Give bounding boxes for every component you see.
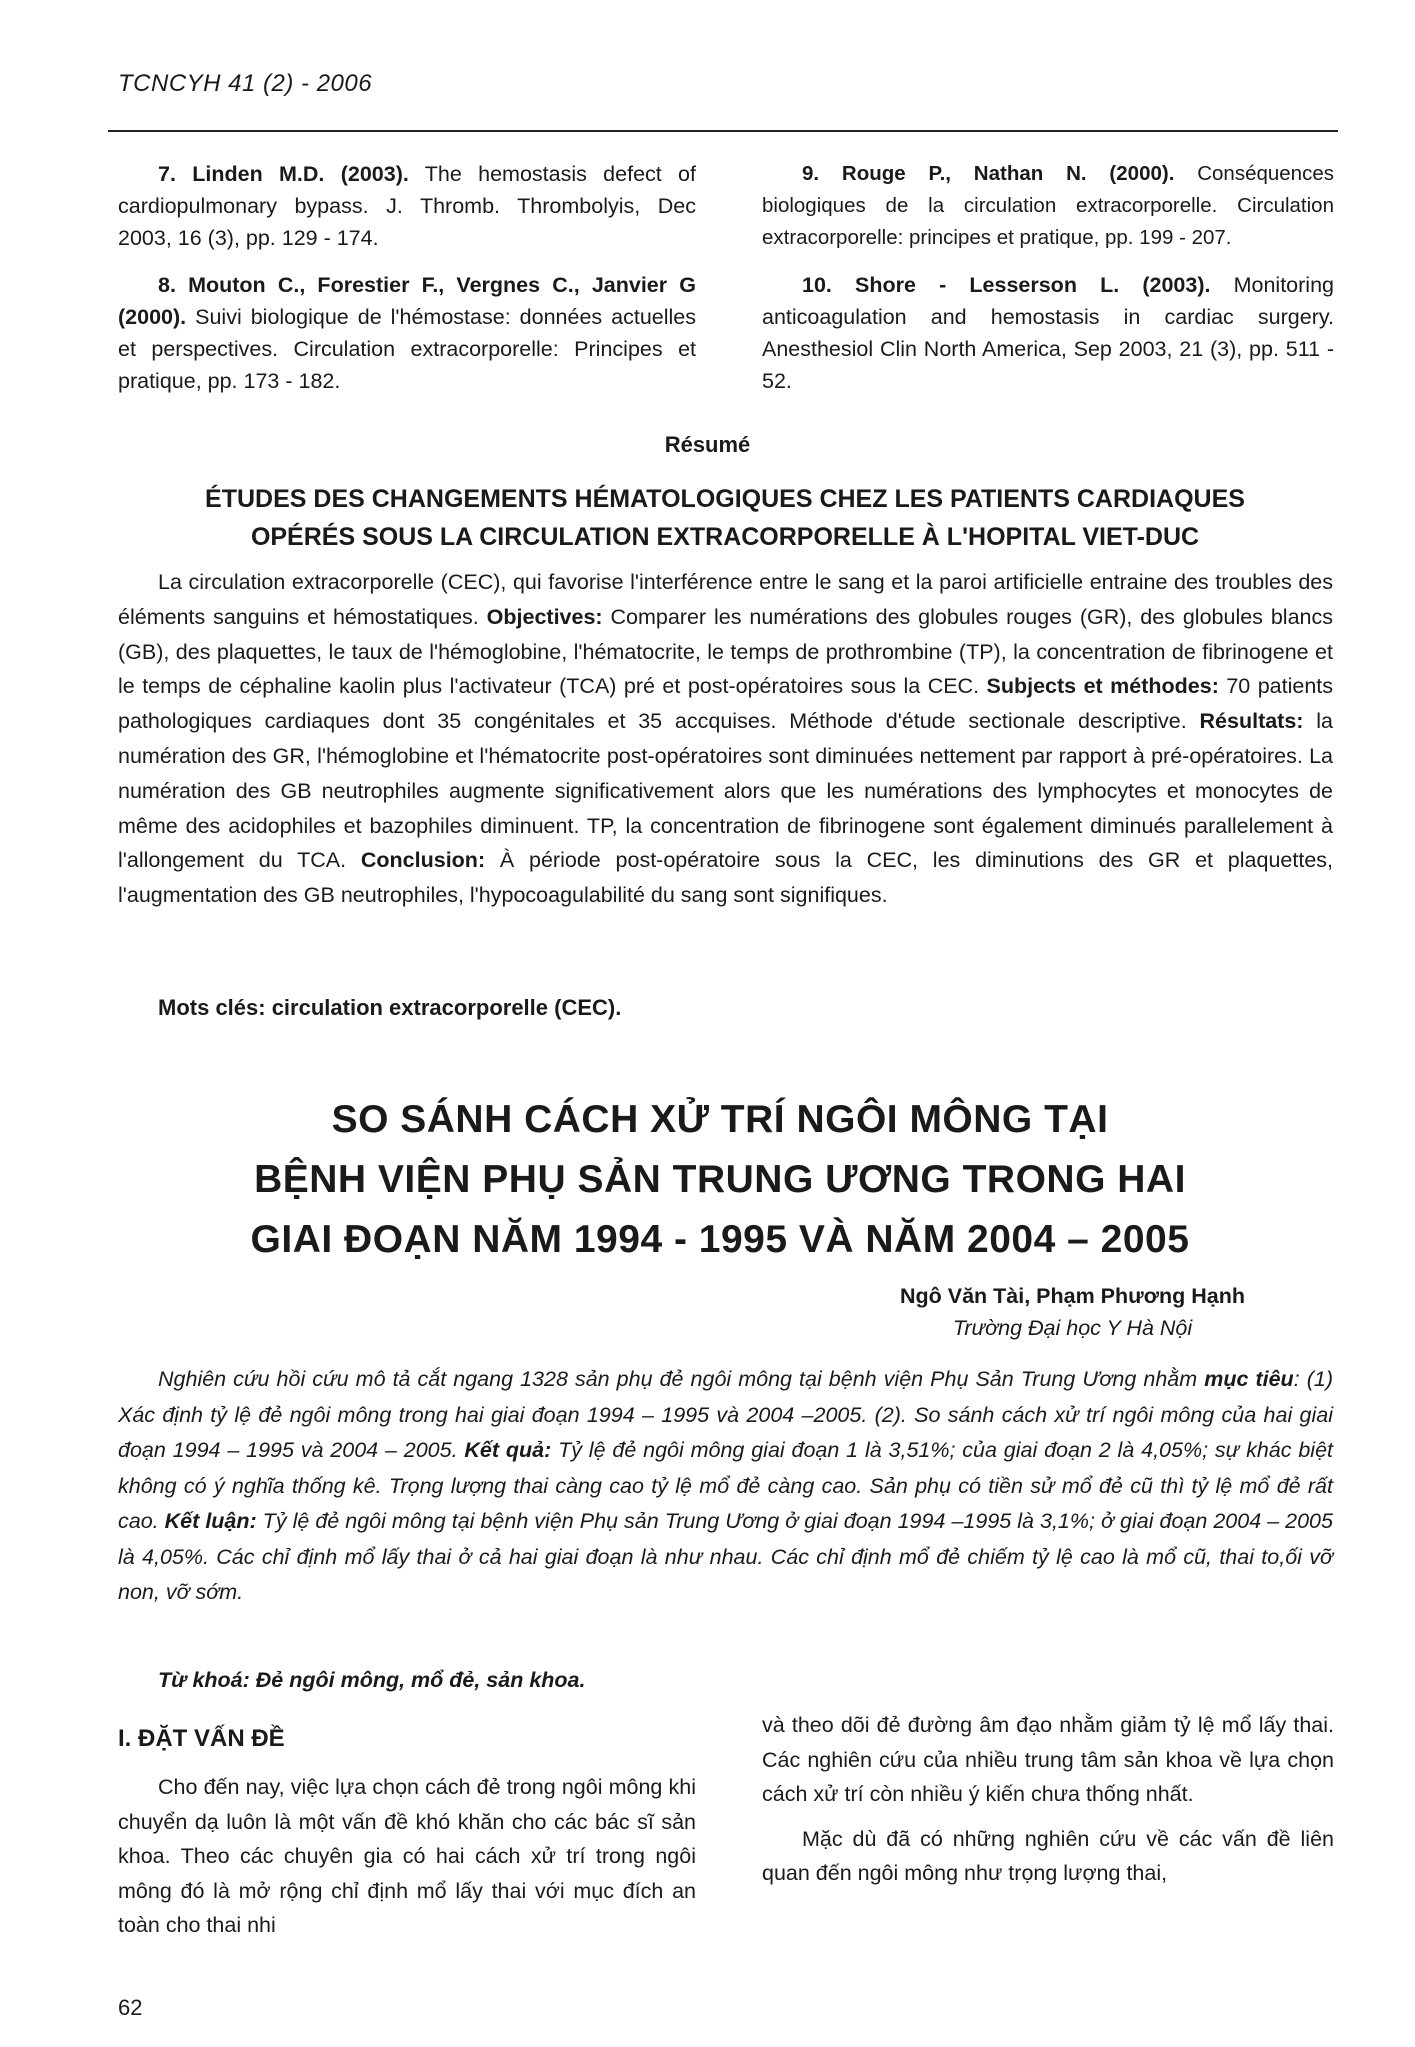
reference-10 [762,269,1334,397]
resume-conclusion: À période post-opératoire sous la CEC, les diminutions des GR et plaquettes, l'augmentation des GB neutrophiles, l'hypocoagulabilité du sang sont signifiques. [118,848,1333,908]
resume-results: la numération des GR, l'hémoglobine et l'hématocrite post-opératoires sont diminuées nettement par rapport à pré-opératoires. La numération des GB neutrophiles augmente significativement alors que les numérations des lymphocytes et monocytes de même des acidophiles et bazophiles diminuent. TP, la concentration de fibrinogene sont également diminués parallelement à l'allongement du TCA. [118,709,1333,873]
author-block [900,1280,1245,1344]
resume-keywords: Mots clés: circulation extracorporelle (CEC). [158,995,622,1020]
reference-text: Suivi biologique de l'hémostase: données actuelles et perspectives. Circulation extracorporelle: Principes et pratique, pp. 173 - 182. [118,305,696,393]
resume-results-label: Résultats: [1199,709,1304,734]
article-title-line: GIAI ĐOẠN NĂM 1994 - 1995 VÀ NĂM 2004 – 2005 [250,1218,1190,1261]
article-abstract [118,1362,1333,1611]
abstract-text: Nghiên cứu hồi cứu mô tả cắt ngang 1328 sản phụ đẻ ngôi mông tại bệnh viện Phụ Sản Trung Ương nhằm [158,1367,1205,1391]
resume-conclusion-label: Conclusion: [360,848,486,873]
section-heading: I. ĐẶT VẤN ĐỀ [118,1725,285,1752]
reference-8 [118,269,696,397]
resume-methods: 70 patients pathologiques cardiaques dont 35 congénitales et 35 accquises. Méthode d'étude sectionale descriptive. [118,674,1334,734]
resume-methods-label: Subjects et méthodes: [986,674,1219,699]
reference-text: The hemostasis defect of cardiopulmonary bypass. J. Thromb. Thrombolyis, Dec 2003, 16 (3), pp. 129 - 174. [118,162,696,250]
body-left-column [118,1770,696,1953]
references-left [118,158,696,412]
article-title-line: SO SÁNH CÁCH XỬ TRÍ NGÔI MÔNG TẠI [331,1098,1109,1141]
resume-title [140,480,1310,556]
reference-authors: 10. Shore - Lesserson L. (2003). [802,273,1211,297]
page-number: 62 [118,1995,143,2020]
reference-text: Monitoring anticoagulation and hemostasis in cardiac surgery. Anesthesiol Clin North America, Sep 2003, 21 (3), pp. 511 - 52. [762,273,1334,393]
abstract-results-label: Kết quả: [464,1438,552,1462]
header-divider [108,130,1338,132]
body-paragraph: và theo dõi đẻ đường âm đạo nhằm giảm tỷ lệ mổ lấy thai. Các nghiên cứu của nhiều trung tâm sản khoa về lựa chọn cách xử trí còn nhiều ý kiến chưa thống nhất. [762,1713,1334,1806]
abstract-goal-label: mục tiêu [1204,1367,1294,1391]
reference-authors: 7. Linden M.D. (2003). [158,162,409,186]
body-paragraph: Mặc dù đã có những nghiên cứu về các vấn đề liên quan đến ngôi mông như trọng lượng thai, [762,1826,1334,1885]
resume-title-line: OPÉRÉS SOUS LA CIRCULATION EXTRACORPORELLE À L'HOPITAL VIET-DUC [250,523,1200,551]
body-right-column [762,1708,1334,1901]
resume-title-line: ÉTUDES DES CHANGEMENTS HÉMATOLOGIQUES CHEZ LES PATIENTS CARDIAQUES [205,485,1245,513]
author-affiliation: Trường Đại học Y Hà Nội [952,1316,1193,1340]
references-right [762,158,1334,412]
resume-intro: La circulation extracorporelle (CEC), qui favorise l'interférence entre le sang et la paroi artificielle entraine des troubles des éléments sanguins et hémostatiques. [118,570,1333,629]
abstract-results: Tỷ lệ đẻ ngôi mông giai đoạn 1 là 3,51%; của giai đoạn 2 là 4,05%; sự khác biệt không có ý nghĩa thống kê. Trọng lượng thai càng cao tỷ lệ mổ đẻ càng cao. Sản phụ có tiền sử mổ đẻ cũ thì tỷ lệ mổ đẻ rất cao. [118,1438,1333,1533]
reference-authors: 9. Rouge P., Nathan N. (2000). [802,162,1175,185]
article-title-line: BỆNH VIỆN PHỤ SẢN TRUNG ƯƠNG TRONG HAI [254,1158,1186,1201]
abstract-text: : (1) Xác định tỷ lệ đẻ ngôi mông trong hai giai đoạn 1994 – 1995 và 2004 –2005. (2). So sánh cách xử trí ngôi mông của hai giai đoạn 1994 – 1995 và 2004 – 2005. [118,1367,1333,1462]
resume-label: Résumé [664,432,751,457]
author-names: Ngô Văn Tài, Phạm Phương Hạnh [899,1284,1245,1308]
resume-objectives: Comparer les numérations des globules rouges (GR), des globules blancs (GB), des plaquettes, le taux de l'hémoglobine, l'hématocrite, le temps de prothrombine (TP), la concentration de fibrinogene et le temps de céphaline kaolin plus l'activateur (TCA) pré et post-opératoires sous la CEC. [118,604,1333,699]
resume-objectives-label: Objectives: [486,604,603,629]
reference-9 [762,158,1334,254]
journal-header: TCNCYH 41 (2) - 2006 [118,70,373,97]
reference-7 [118,158,696,254]
body-paragraph: Cho đến nay, việc lựa chọn cách đẻ trong ngôi mông khi chuyển dạ luôn là một vấn đề khó khăn cho các bác sĩ sản khoa. Theo các chuyên gia có hai cách xử trí trong ngôi mông đó là mở rộng chỉ định mổ lấy thai với mục đích an toàn cho thai nhi [118,1775,696,1937]
article-keywords: Từ khoá: Đẻ ngôi mông, mổ đẻ, sản khoa. [158,1668,586,1692]
reference-text: Conséquences biologiques de la circulation extracorporelle. Circulation extracorporelle: principes et pratique, pp. 199 - 207. [762,162,1334,249]
resume-body [118,565,1333,913]
abstract-conclusion-label: Kết luận: [164,1509,257,1533]
abstract-conclusion: Tỷ lệ đẻ ngôi mông tại bệnh viện Phụ sản Trung Ương ở giai đoạn 1994 –1995 là 3,1%; ở giai đoạn 2004 – 2005 là 4,05%. Các chỉ định mổ lấy thai ở cả hai giai đoạn là như nhau. Các chỉ định mổ đẻ chiếm tỷ lệ cao là mổ cũ, thai to,ối vỡ non, vỡ sớm. [118,1509,1333,1604]
article-title [150,1090,1290,1270]
reference-authors: 8. Mouton C., Forestier F., Vergnes C., Janvier G (2000). [118,273,696,329]
